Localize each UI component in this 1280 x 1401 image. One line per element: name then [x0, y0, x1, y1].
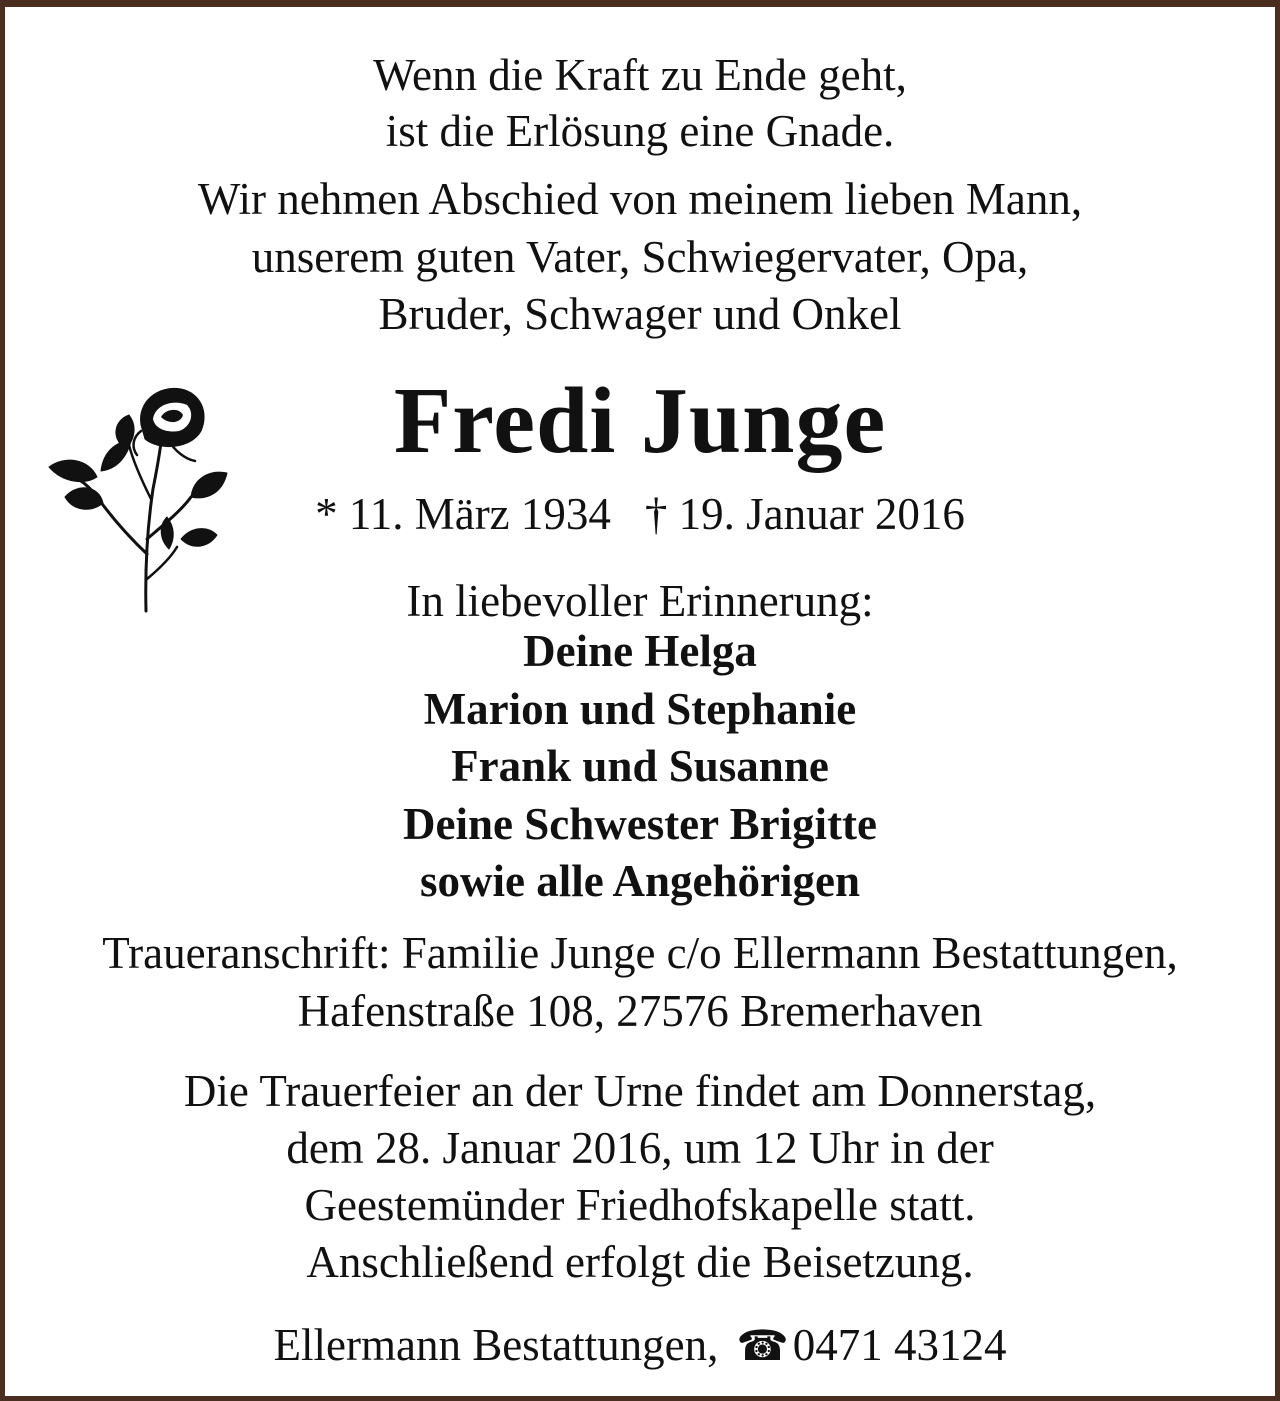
intro-line-2: unserem guten Vater, Schwiegervater, Opa,	[251, 232, 1029, 282]
funeral-home-contact	[5, 1317, 1275, 1375]
telephone-icon: ☎	[736, 1324, 789, 1370]
mourner-name: sowie alle Angehörigen	[420, 856, 860, 906]
mourner-name: Deine Helga	[523, 626, 757, 676]
ceremony-line-4: Anschließend erfolgt die Beisetzung.	[306, 1237, 974, 1287]
death-date: † 19. Januar 2016	[644, 489, 965, 539]
birth-date: * 11. März 1934	[315, 489, 611, 539]
mourners-heading: In liebevoller Erinnerung:	[406, 576, 874, 626]
address-line-1: Traueranschrift: Familie Junge c/o Ellermann Bestattungen,	[102, 928, 1178, 978]
life-dates	[5, 486, 1275, 542]
phone-number: 0471 43124	[792, 1320, 1007, 1370]
motto-line-2: ist die Erlösung eine Gnade.	[385, 106, 895, 156]
intro-line-3: Bruder, Schwager und Onkel	[378, 289, 902, 339]
mourner-name: Deine Schwester Brigitte	[402, 799, 878, 849]
deceased-name: Fredi Junge	[393, 369, 887, 473]
intro-line-1: Wir nehmen Abschied von meinem lieben Mann,	[197, 174, 1083, 224]
mourner-name: Marion und Stephanie	[423, 684, 857, 734]
ceremony-line-2: dem 28. Januar 2016, um 12 Uhr in der	[286, 1123, 994, 1173]
ceremony-line-3: Geestemünder Friedhofskapelle statt.	[304, 1180, 976, 1230]
mourner-name: Frank und Susanne	[451, 741, 829, 791]
address-line-2: Hafenstraße 108, 27576 Bremerhaven	[297, 986, 983, 1036]
funeral-home-name: Ellermann Bestattungen,	[273, 1320, 719, 1370]
ceremony-line-1: Die Trauerfeier an der Urne findet am Donnerstag,	[183, 1066, 1097, 1116]
motto-line-1: Wenn die Kraft zu Ende geht,	[373, 50, 907, 100]
